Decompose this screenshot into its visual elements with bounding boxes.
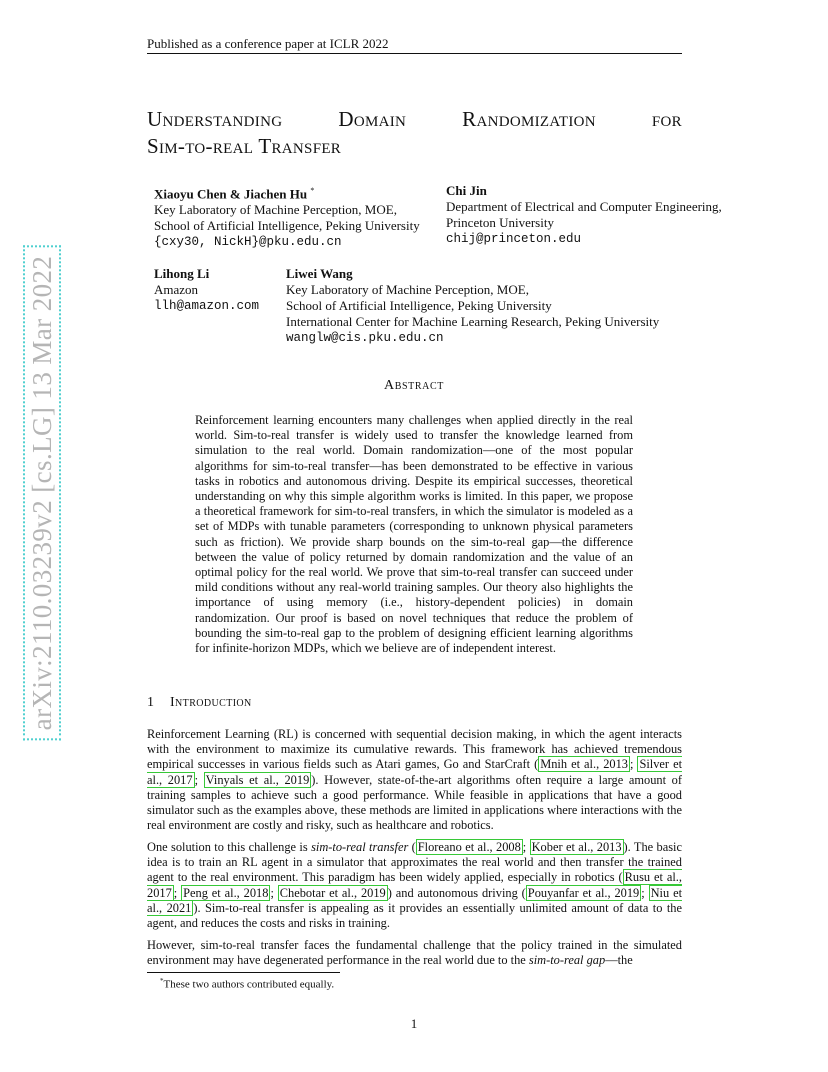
abstract-heading: Abstract xyxy=(384,378,444,393)
author-block-li xyxy=(154,266,259,314)
author-email[interactable]: llh@amazon.com xyxy=(154,299,260,313)
footnote-mark: * xyxy=(160,977,164,985)
citation-link[interactable]: Vinyals et al., 2019 xyxy=(205,772,310,787)
citation-link[interactable]: Kober et al., 2013 xyxy=(531,840,622,854)
footnote-text: These two authors contributed equally. xyxy=(163,978,335,991)
citation-link[interactable]: Mnih et al., 2013 xyxy=(540,757,628,772)
section-title: Introduction xyxy=(170,695,252,710)
author-email[interactable]: wanglw@cis.pku.edu.cn xyxy=(286,331,444,345)
text-run: ) and autonomous driving ( xyxy=(387,885,526,900)
citation-link[interactable]: Silver et al., 2017 xyxy=(147,757,683,787)
author-block-chen-hu xyxy=(154,183,420,250)
text-run: ; xyxy=(173,885,182,900)
title-word: Domain xyxy=(338,107,407,131)
footnote xyxy=(160,977,334,991)
footnote-rule xyxy=(147,972,340,973)
title-word: Understanding xyxy=(147,107,283,131)
running-header: Published as a conference paper at ICLR 2022 xyxy=(147,36,389,51)
title-line-2: Sim-to-real Transfer xyxy=(147,134,342,158)
author-affiliation: Key Laboratory of Machine Perception, MOE, xyxy=(154,202,397,218)
abstract-text: Reinforcement learning encounters many challenges when applied directly in the real world. Sim-to-real transfer is widely used to transfer the knowledge learned from simulation to the real world. Domain randomization—one of the most popular algorithms for sim-to-real transfer—has been demonstrated to be effective in various tasks in robotics and autonomous driving. Despite its empirical successes, theoretical understanding on why this simple algorithm works is limited. In this paper, we propose a theoretical framework for sim-to-real transfers, in which the simulator is modeled as a set of MDPs with tunable parameters (corresponding to unknown physical parameters such as friction). We provide sharp bounds on the sim-to-real gap—the difference between the value of policy returned by domain randomization and the value of an optimal policy for the real world. We prove that sim-to-real transfer can succeed under mild conditions without any real-world training samples. Our theory also highlights the importance of using memory (i.e., history-dependent policies) in domain randomization. Our proof is based on novel techniques that reduce the problem of bounding the sim-to-real gap to the problem of designing efficient learning algorithms for infinite-horizon MDPs, which we believe are of independent interest. xyxy=(195,413,633,656)
emphasis: sim-to-real transfer xyxy=(311,840,409,854)
text-run: One solution to this challenge is xyxy=(147,840,312,854)
author-affiliation: Key Laboratory of Machine Perception, MOE, xyxy=(286,282,529,297)
text-run: Reinforcement Learning (RL) is concerned with sequential decision making, in which the agent interacts with the environment to maximize its cumulative rewards. This framework has achieved tremendous empirical successes in various fields such as Atari games, Go and StarCraft ( xyxy=(147,727,682,772)
text-run: —the xyxy=(605,953,633,968)
author-name: Lihong Li xyxy=(154,266,210,281)
section-number: 1 xyxy=(147,695,154,710)
section-heading xyxy=(147,695,252,711)
author-block-wang xyxy=(286,266,659,346)
author-name: Chi Jin xyxy=(446,183,487,198)
citation-link[interactable]: Rusu et al., 2017 xyxy=(147,870,682,900)
intro-paragraph-2 xyxy=(147,840,682,931)
citation-link[interactable]: Niu et al., 2021 xyxy=(147,885,683,915)
author-footnote-mark: * xyxy=(310,186,315,195)
citation-link[interactable]: Floreano et al., 2008 xyxy=(417,840,521,854)
citation-link[interactable]: Peng et al., 2018 xyxy=(183,885,269,900)
header-rule xyxy=(147,53,682,54)
intro-paragraph-3 xyxy=(147,938,682,968)
author-affiliation: Department of Electrical and Computer Engineering, xyxy=(446,199,722,214)
text-run: However, sim-to-real transfer faces the fundamental challenge that the policy trained in the simulated environment may have degenerated performance in the real world due to the xyxy=(147,938,682,968)
text-run: ; xyxy=(194,772,204,787)
title-word: Randomization xyxy=(462,107,596,131)
text-run: ; xyxy=(641,885,649,900)
text-run: ; xyxy=(629,757,638,772)
author-affiliation: Princeton University xyxy=(446,215,554,230)
citation-link[interactable]: Chebotar et al., 2019 xyxy=(279,885,386,900)
text-run: ; xyxy=(270,885,278,900)
author-name: Liwei Wang xyxy=(286,266,353,281)
author-email[interactable]: {cxy30, NickH}@pku.edu.cn xyxy=(154,235,342,250)
text-run: ). However, state-of-the-art algorithms often require a large amount of training samples to achieve such a good performance. While feasible in applications that have a good simulator such as the examples above, these methods are limited in applications where interactions with the real environment are costly and risky, such as healthcare and robotics. xyxy=(147,772,682,833)
text-run: ( xyxy=(408,840,416,854)
citation-link[interactable]: Pouyanfar et al., 2019 xyxy=(527,885,640,900)
text-run: ). Sim-to-real transfer is appealing as it provides an essentially unlimited amount of data to the agent, and reduces the costs and risks in training. xyxy=(147,900,682,931)
title-word: for xyxy=(651,107,682,131)
author-affiliation: Amazon xyxy=(154,282,199,297)
text-run: ). The basic idea is to train an RL agent in a simulator that approximates the real world and then transfer the trained agent to the real environment. This paradigm has been widely applied, especially in robotics ( xyxy=(147,840,683,885)
text-run: ; xyxy=(522,840,530,854)
author-email[interactable]: chij@princeton.edu xyxy=(446,232,582,246)
author-name: Xiaoyu Chen & Jiachen Hu xyxy=(154,186,308,202)
page-number: 1 xyxy=(410,1016,418,1031)
author-block-jin xyxy=(446,183,722,247)
author-affiliation: School of Artificial Intelligence, Peking University xyxy=(286,298,552,313)
intro-paragraph-1 xyxy=(147,727,682,833)
title-line-1 xyxy=(147,106,682,133)
emphasis: sim-to-real gap xyxy=(528,953,606,968)
paper-title xyxy=(147,106,682,160)
arxiv-stamp[interactable]: arXiv:2110.03239v2 [cs.LG] 13 Mar 2022 xyxy=(23,246,61,741)
author-affiliation: School of Artificial Intelligence, Peking University xyxy=(154,218,420,234)
author-affiliation: International Center for Machine Learning Research, Peking University xyxy=(286,314,660,329)
